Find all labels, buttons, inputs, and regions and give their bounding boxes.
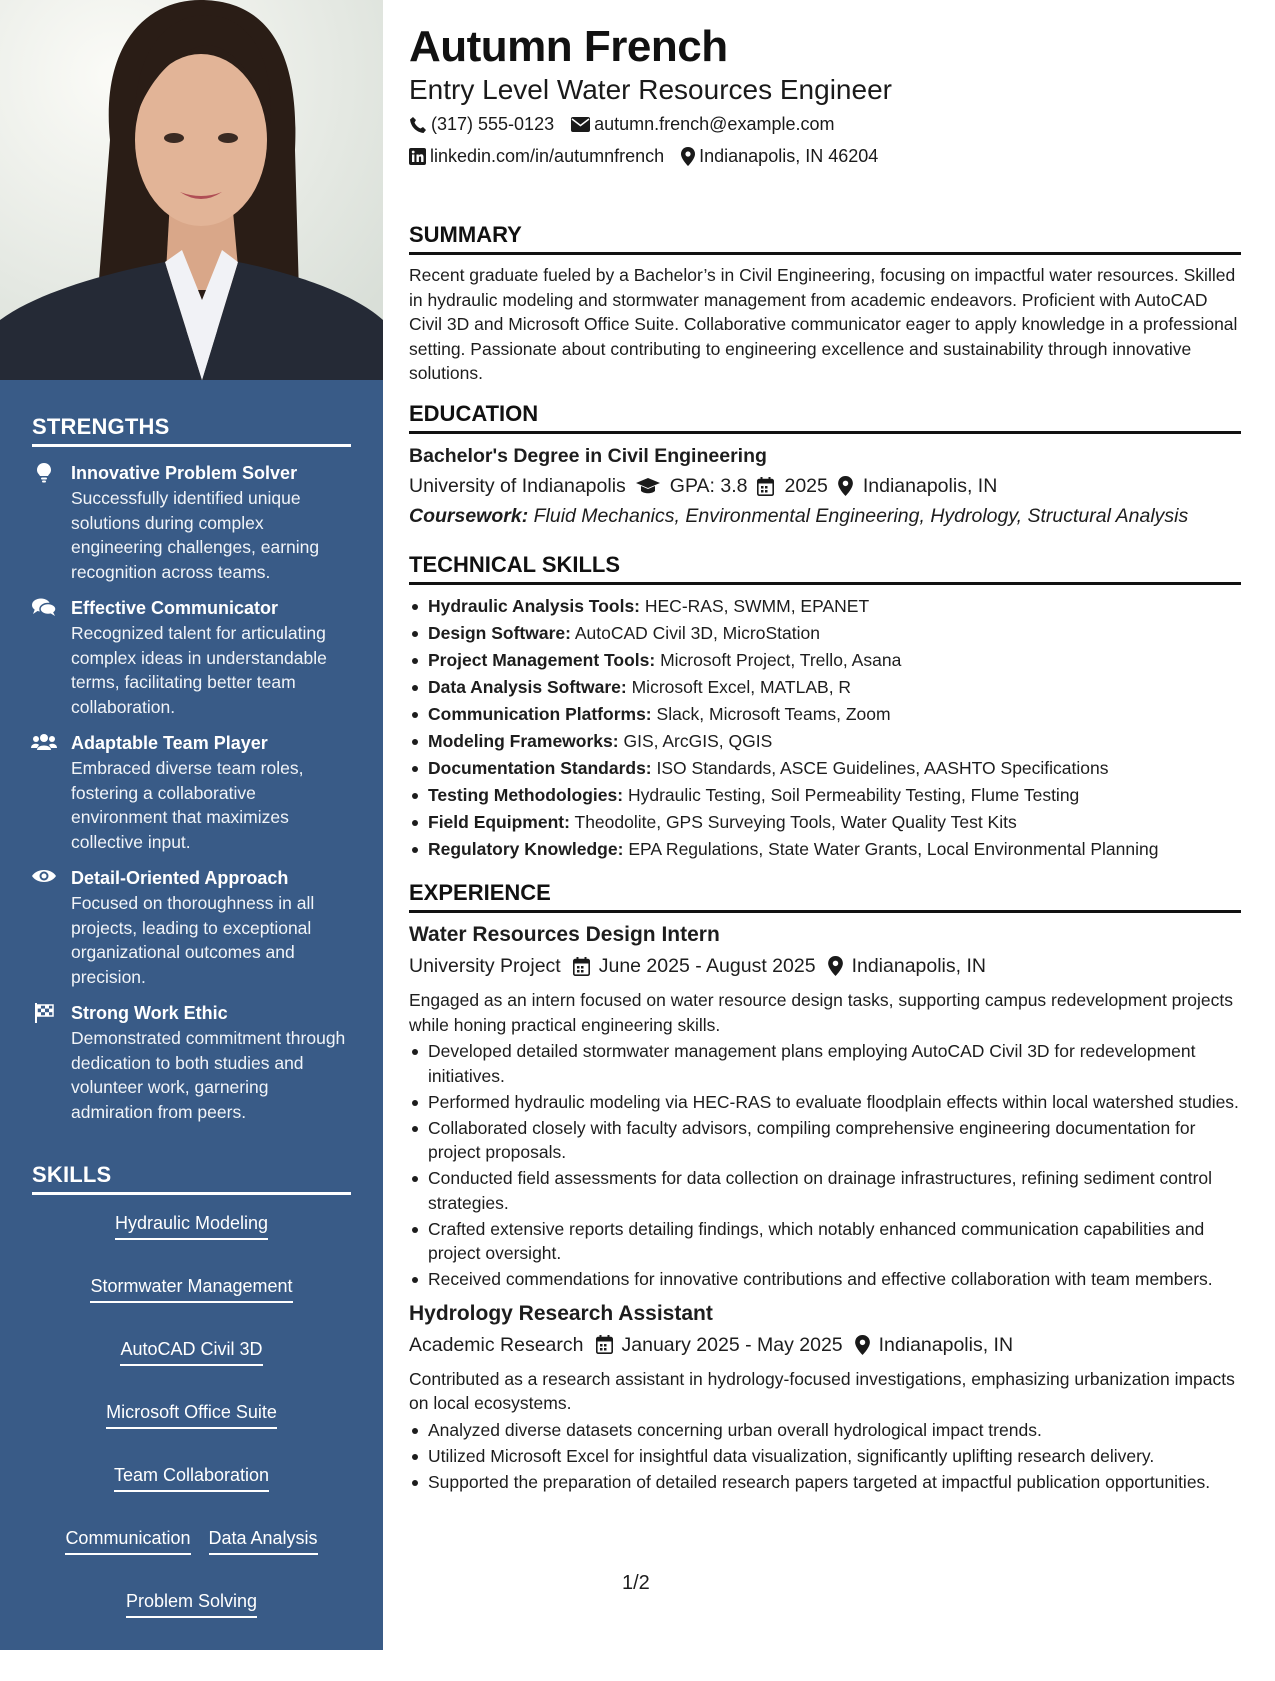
- strength-title: Effective Communicator: [71, 598, 279, 618]
- skills-list: [32, 1211, 351, 1681]
- strength-title: Detail-Oriented Approach: [71, 868, 289, 888]
- job-entry: [409, 921, 1241, 1292]
- job-organization: Academic Research: [409, 1333, 584, 1356]
- map-pin-icon: [855, 1335, 870, 1355]
- skills-heading: SKILLS: [32, 1162, 351, 1195]
- strength-description: Focused on thoroughness in all projects, leading to exceptional organizational outcomes and precision.: [71, 893, 315, 987]
- map-pin-icon: [828, 956, 843, 976]
- strength-description: Demonstrated commitment through dedication to both studies and volunteer work, garnering admiration from peers.: [71, 1028, 346, 1122]
- skill-tag: Data Analysis: [209, 1526, 318, 1555]
- job-description: Contributed as a research assistant in hydrology-focused investigations, emphasizing urbanization impacts on local ecosystems.: [409, 1368, 1235, 1413]
- comments-icon: [32, 598, 56, 618]
- skill-label: Field Equipment:: [428, 812, 570, 832]
- skill-label: Documentation Standards:: [428, 758, 652, 778]
- skill-value: EPA Regulations, State Water Grants, Local Environmental Planning: [628, 839, 1159, 859]
- envelope-icon: [571, 117, 590, 132]
- strength-title: Innovative Problem Solver: [71, 463, 298, 483]
- list-item: [409, 728, 1241, 755]
- skill-tag: Hydraulic Modeling: [115, 1211, 268, 1240]
- linkedin-icon: [409, 148, 426, 165]
- location-contact: [681, 146, 878, 167]
- profile-photo: [0, 0, 383, 380]
- technical-skills-heading: TECHNICAL SKILLS: [409, 552, 1241, 585]
- job-bullets: [409, 1418, 1241, 1495]
- contact-row: [409, 146, 895, 167]
- skill-label: Hydraulic Analysis Tools:: [428, 596, 640, 616]
- candidate-role: Entry Level Water Resources Engineer: [409, 74, 892, 105]
- list-item: [409, 647, 1241, 674]
- list-item: Developed detailed stormwater management plans employing AutoCAD Civil 3D for redevelopment initiatives.: [409, 1039, 1241, 1088]
- skill-label: Project Management Tools:: [428, 650, 656, 670]
- graduation-cap-icon: [636, 478, 660, 495]
- skill-value: Slack, Microsoft Teams, Zoom: [656, 704, 891, 724]
- job-dates: January 2025 - May 2025: [621, 1333, 843, 1356]
- school-name: University of Indianapolis: [409, 475, 626, 497]
- list-item: Collaborated closely with faculty advisors, compiling comprehensive engineering documentation for project proposals.: [409, 1116, 1241, 1165]
- education-location: Indianapolis, IN: [862, 475, 998, 497]
- candidate-name: Autumn French: [409, 22, 728, 71]
- phone-contact[interactable]: [409, 114, 554, 135]
- list-item: [409, 809, 1241, 836]
- list-item: [409, 674, 1241, 701]
- skill-label: Regulatory Knowledge:: [428, 839, 624, 859]
- skill-label: Data Analysis Software:: [428, 677, 627, 697]
- job-description: Engaged as an intern focused on water resource design tasks, supporting campus redevelopment projects while honing practical engineering skills.: [409, 990, 1233, 1035]
- skill-label: Modeling Frameworks:: [428, 731, 619, 751]
- strengths-heading: STRENGTHS: [32, 414, 351, 447]
- strength-description: Embraced diverse team roles, fostering a collaborative environment that maximizes collective input.: [71, 758, 304, 852]
- skill-value: Microsoft Excel, MATLAB, R: [631, 677, 852, 697]
- skill-value: Hydraulic Testing, Soil Permeability Testing, Flume Testing: [627, 785, 1080, 805]
- coursework: [409, 503, 1241, 529]
- skill-value: Microsoft Project, Trello, Asana: [660, 650, 902, 670]
- list-item: Received commendations for innovative contributions and effective collaboration with team members.: [409, 1267, 1241, 1292]
- gpa-text: GPA: 3.8: [669, 475, 748, 497]
- skill-tag: AutoCAD Civil 3D: [120, 1337, 262, 1366]
- list-item: Analyzed diverse datasets concerning urban overall hydrological impact trends.: [409, 1418, 1241, 1443]
- skill-label: Testing Methodologies:: [428, 785, 624, 805]
- technical-skills-list: [409, 593, 1241, 863]
- phone-text: (317) 555-0123: [431, 114, 555, 134]
- experience-heading: EXPERIENCE: [409, 880, 1241, 913]
- eye-icon: [32, 868, 56, 888]
- strength-item: [32, 596, 351, 719]
- skill-tag: Microsoft Office Suite: [106, 1400, 277, 1429]
- job-title: Water Resources Design Intern: [409, 923, 720, 946]
- sidebar: [0, 0, 383, 1674]
- skill-value: GIS, ArcGIS, QGIS: [623, 731, 773, 751]
- coursework-label: Coursework:: [409, 505, 529, 527]
- skill-value: Theodolite, GPS Surveying Tools, Water Quality Test Kits: [574, 812, 1017, 832]
- list-item: [409, 836, 1241, 863]
- job-location: Indianapolis, IN: [851, 955, 986, 977]
- strength-description: Successfully identified unique solutions during complex engineering challenges, earning recognition across teams.: [71, 488, 320, 582]
- skill-tag: Problem Solving: [126, 1589, 257, 1618]
- job-location: Indianapolis, IN: [878, 1333, 1014, 1356]
- job-meta: [409, 952, 1241, 980]
- job-organization: University Project: [409, 955, 561, 977]
- list-item: Crafted extensive reports detailing findings, which notably enhanced communication capabilities and project oversight.: [409, 1217, 1241, 1266]
- list-item: Supported the preparation of detailed research papers targeted at impactful publication opportunities.: [409, 1470, 1241, 1495]
- experience-section: [409, 880, 1241, 1496]
- strength-title: Strong Work Ethic: [71, 1003, 228, 1023]
- location-text: Indianapolis, IN 46204: [699, 146, 879, 166]
- list-item: Performed hydraulic modeling via HEC-RAS to evaluate floodplain effects within local watershed studies.: [409, 1090, 1241, 1115]
- strengths-section: [32, 414, 351, 1124]
- map-pin-icon: [838, 476, 853, 496]
- skill-label: Design Software:: [428, 623, 571, 643]
- strength-item: [32, 866, 351, 989]
- summary-text: Recent graduate fueled by a Bachelor’s in Civil Engineering, focusing on impactful water resources. Skilled in hydraulic modeling and stormwater management from academic endeavors. Proficient with AutoCAD Civil 3D and Microsoft Office Suite. Collaborative communicator eager to apply knowledge in a professional setting. Passionate about contributing to engineering excellence and sustainability through innovative solutions.: [409, 265, 1238, 383]
- skill-tag: Stormwater Management: [90, 1274, 292, 1303]
- strength-title: Adaptable Team Player: [71, 733, 268, 753]
- education-section: [409, 401, 1241, 529]
- list-item: [409, 593, 1241, 620]
- strength-description: Recognized talent for articulating complex ideas in understandable terms, facilitating better team collaboration.: [71, 623, 327, 717]
- email-text: autumn.french@example.com: [594, 114, 835, 134]
- technical-skills-section: [409, 552, 1241, 863]
- map-pin-icon: [681, 147, 695, 166]
- calendar-icon: [757, 477, 774, 496]
- job-title: Hydrology Research Assistant: [409, 1301, 713, 1325]
- email-contact[interactable]: [571, 114, 834, 135]
- calendar-icon: [573, 957, 590, 976]
- degree-title: Bachelor's Degree in Civil Engineering: [409, 445, 767, 467]
- page-number: 1/2: [622, 1572, 650, 1594]
- job-dates: June 2025 - August 2025: [598, 955, 816, 977]
- job-bullets: [409, 1039, 1241, 1292]
- calendar-icon: [596, 1335, 613, 1354]
- graduation-year: 2025: [784, 475, 828, 497]
- users-icon: [32, 733, 56, 753]
- list-item: [409, 755, 1241, 782]
- strength-item: [32, 1001, 351, 1124]
- job-meta: [409, 1331, 1241, 1359]
- skill-value: HEC-RAS, SWMM, EPANET: [644, 596, 870, 616]
- skill-tag: Team Collaboration: [114, 1463, 269, 1492]
- list-item: [409, 782, 1241, 809]
- lightbulb-icon: [32, 463, 56, 483]
- phone-icon: [409, 116, 427, 134]
- strength-item: [32, 731, 351, 854]
- skill-tag: Field Assessments: [116, 1652, 266, 1681]
- skill-value: AutoCAD Civil 3D, MicroStation: [574, 623, 820, 643]
- linkedin-contact[interactable]: [409, 146, 664, 167]
- skill-tag: Communication: [65, 1526, 190, 1555]
- linkedin-text: linkedin.com/in/autumnfrench: [430, 146, 665, 166]
- skills-section: [32, 1162, 351, 1681]
- summary-section: [409, 222, 1241, 386]
- list-item: Conducted field assessments for data collection on drainage infrastructures, refining sediment control strategies.: [409, 1166, 1241, 1215]
- skill-label: Communication Platforms:: [428, 704, 652, 724]
- list-item: [409, 701, 1241, 728]
- list-item: Utilized Microsoft Excel for insightful data visualization, significantly uplifting research delivery.: [409, 1444, 1241, 1469]
- list-item: [409, 620, 1241, 647]
- skill-value: ISO Standards, ASCE Guidelines, AASHTO Specifications: [656, 758, 1109, 778]
- summary-heading: SUMMARY: [409, 222, 1241, 255]
- education-meta: [409, 473, 1241, 499]
- contact-row: [409, 114, 851, 135]
- strength-item: [32, 461, 351, 584]
- job-entry: [409, 1300, 1241, 1495]
- coursework-list: Fluid Mechanics, Environmental Engineering, Hydrology, Structural Analysis: [533, 505, 1189, 527]
- education-heading: EDUCATION: [409, 401, 1241, 434]
- checkered-flag-icon: [32, 1003, 56, 1023]
